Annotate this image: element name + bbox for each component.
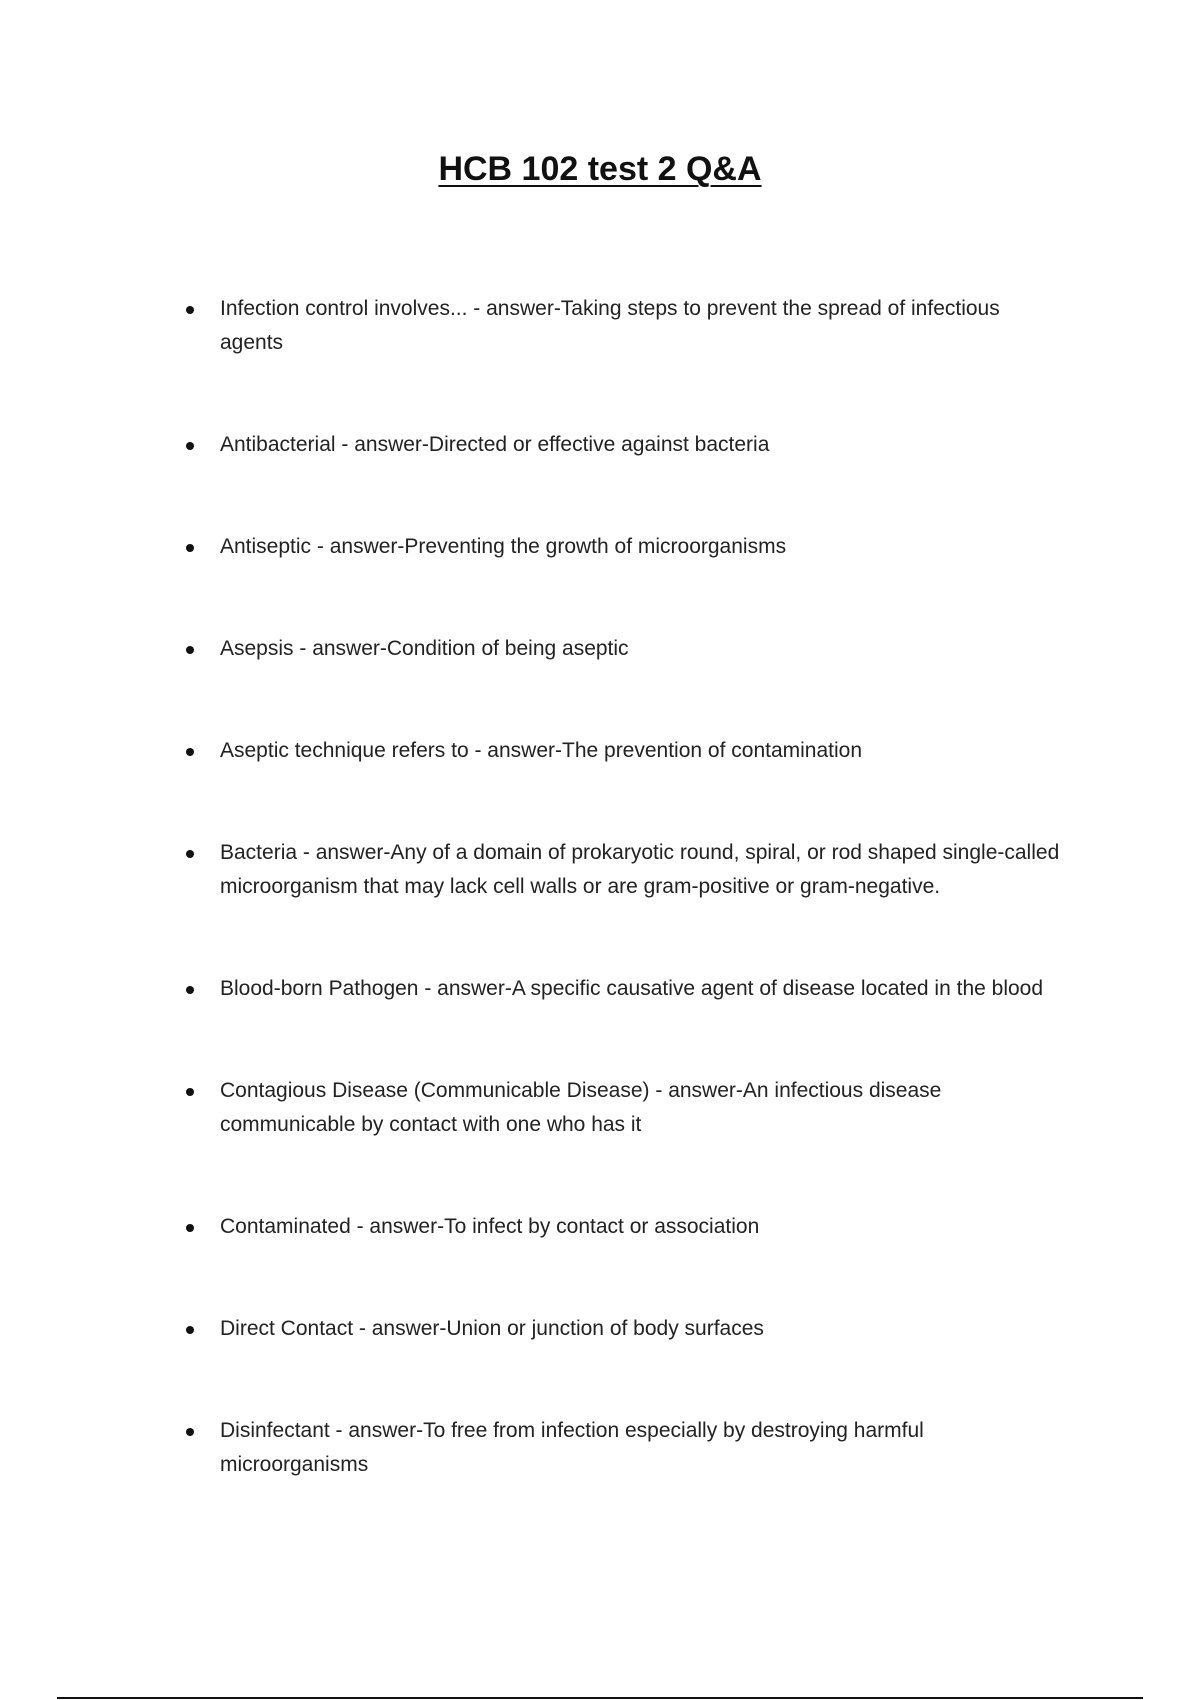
bullet-icon bbox=[186, 306, 194, 314]
list-item bbox=[180, 1074, 1060, 1142]
list-item-text: Antiseptic - answer-Preventing the growth of microorganisms bbox=[220, 535, 787, 558]
list-item bbox=[180, 734, 1060, 768]
bullet-icon bbox=[186, 1224, 194, 1232]
list-item bbox=[180, 1414, 1060, 1482]
list-item bbox=[180, 1312, 1060, 1346]
list-item bbox=[180, 836, 1060, 904]
page-title-text: HCB 102 test 2 Q&A bbox=[438, 150, 762, 188]
list-item bbox=[180, 530, 1060, 564]
bullet-icon bbox=[186, 544, 194, 552]
bullet-icon bbox=[186, 1428, 194, 1436]
page-title bbox=[0, 150, 1200, 189]
bullet-icon bbox=[186, 986, 194, 994]
qa-list bbox=[180, 292, 1060, 1482]
list-item-text: Bacteria - answer-Any of a domain of prokaryotic round, spiral, or rod shaped single-called microorganism that may lack cell walls or are gram-positive or gram-negative. bbox=[220, 841, 1060, 898]
bullet-icon bbox=[186, 442, 194, 450]
list-item bbox=[180, 292, 1060, 360]
list-item bbox=[180, 972, 1060, 1006]
list-item-text: Direct Contact - answer-Union or junction of body surfaces bbox=[220, 1317, 764, 1340]
list-item-text: Contaminated - answer-To infect by contact or association bbox=[220, 1215, 760, 1238]
list-item-text: Aseptic technique refers to - answer-The prevention of contamination bbox=[220, 739, 863, 762]
bullet-icon bbox=[186, 1326, 194, 1334]
list-item-text: Blood-born Pathogen - answer-A specific causative agent of disease located in the blood bbox=[220, 977, 1044, 1000]
list-item-text: Antibacterial - answer-Directed or effective against bacteria bbox=[220, 433, 770, 456]
list-item-text: Infection control involves... - answer-Taking steps to prevent the spread of infectious agents bbox=[220, 297, 1000, 354]
list-item-text: Asepsis - answer-Condition of being aseptic bbox=[220, 637, 629, 660]
list-item bbox=[180, 632, 1060, 666]
list-item bbox=[180, 428, 1060, 462]
bullet-icon bbox=[186, 850, 194, 858]
bullet-icon bbox=[186, 1088, 194, 1096]
list-item-text: Disinfectant - answer-To free from infection especially by destroying harmful microorganisms bbox=[220, 1419, 924, 1476]
footer-divider bbox=[57, 1697, 1143, 1699]
list-item-text: Contagious Disease (Communicable Disease) - answer-An infectious disease communicable by contact with one who has it bbox=[220, 1079, 942, 1136]
bullet-icon bbox=[186, 748, 194, 756]
list-item bbox=[180, 1210, 1060, 1244]
bullet-icon bbox=[186, 646, 194, 654]
